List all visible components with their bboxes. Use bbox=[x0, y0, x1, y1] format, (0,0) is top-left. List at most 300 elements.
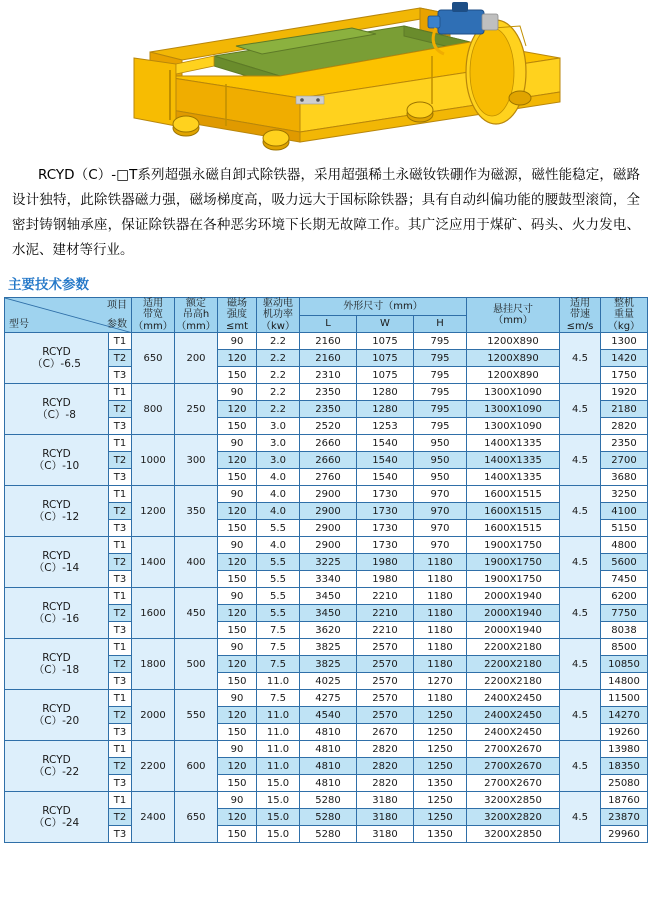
cell-field-strength: 150 bbox=[218, 571, 257, 588]
cell-variant: T2 bbox=[109, 656, 132, 673]
cell-field-strength: 90 bbox=[218, 639, 257, 656]
motor-power-line2: 机功率 bbox=[263, 309, 293, 321]
belt-width-line2: 带宽 bbox=[143, 309, 163, 321]
table-row bbox=[5, 486, 648, 503]
cell-dim-W: 3180 bbox=[357, 792, 414, 809]
cell-dim-H: 795 bbox=[414, 333, 467, 350]
cell-dim-W: 2570 bbox=[357, 690, 414, 707]
cell-dim-W: 2210 bbox=[357, 588, 414, 605]
cell-weight: 5600 bbox=[601, 554, 648, 571]
cell-dim-H: 1180 bbox=[414, 571, 467, 588]
cell-dim-L: 3450 bbox=[300, 605, 357, 622]
cell-dim-W: 3180 bbox=[357, 826, 414, 843]
cell-belt-speed: 4.5 bbox=[560, 435, 601, 486]
cell-dim-W: 2570 bbox=[357, 639, 414, 656]
cell-dim-H: 1350 bbox=[414, 826, 467, 843]
cell-dim-L: 2660 bbox=[300, 452, 357, 469]
belt-speed-line2: 带速 bbox=[570, 309, 590, 321]
cell-model bbox=[5, 690, 109, 741]
cell-rated-height: 350 bbox=[175, 486, 218, 537]
model-line1: RCYD bbox=[42, 601, 71, 614]
cell-hanging-size: 1900X1750 bbox=[467, 571, 560, 588]
cell-belt-width: 2200 bbox=[132, 741, 175, 792]
header-motor-power bbox=[257, 297, 300, 333]
cell-dim-W: 1253 bbox=[357, 418, 414, 435]
cell-hanging-size: 2400X2450 bbox=[467, 690, 560, 707]
cell-belt-speed: 4.5 bbox=[560, 384, 601, 435]
cell-model bbox=[5, 435, 109, 486]
cell-belt-speed: 4.5 bbox=[560, 537, 601, 588]
cell-hanging-size: 2200X2180 bbox=[467, 639, 560, 656]
model-line2: （C）-10 bbox=[33, 460, 80, 473]
corner-label-param: 参数 bbox=[107, 318, 127, 330]
cell-hanging-size: 2200X2180 bbox=[467, 656, 560, 673]
header-dim-L: L bbox=[300, 315, 357, 333]
cell-field-strength: 120 bbox=[218, 605, 257, 622]
cell-field-strength: 90 bbox=[218, 690, 257, 707]
cell-weight: 3250 bbox=[601, 486, 648, 503]
cell-field-strength: 120 bbox=[218, 554, 257, 571]
cell-dim-H: 1250 bbox=[414, 724, 467, 741]
cell-belt-width: 1600 bbox=[132, 588, 175, 639]
belt-width-line1: 适用 bbox=[143, 297, 163, 309]
cell-dim-H: 1180 bbox=[414, 690, 467, 707]
model-line1: RCYD bbox=[42, 397, 71, 410]
cell-field-strength: 150 bbox=[218, 826, 257, 843]
cell-variant: T1 bbox=[109, 588, 132, 605]
cell-rated-height: 500 bbox=[175, 639, 218, 690]
cell-dim-W: 1540 bbox=[357, 469, 414, 486]
cell-hanging-size: 1400X1335 bbox=[467, 452, 560, 469]
cell-variant: T1 bbox=[109, 333, 132, 350]
model-line1: RCYD bbox=[42, 805, 71, 818]
cell-dim-W: 2820 bbox=[357, 741, 414, 758]
cell-weight: 7750 bbox=[601, 605, 648, 622]
header-belt-width bbox=[132, 297, 175, 333]
cell-motor-power: 4.0 bbox=[257, 486, 300, 503]
cell-hanging-size: 2000X1940 bbox=[467, 605, 560, 622]
cell-weight: 8038 bbox=[601, 622, 648, 639]
model-line1: RCYD bbox=[42, 550, 71, 563]
cell-motor-power: 3.0 bbox=[257, 435, 300, 452]
cell-model bbox=[5, 333, 109, 384]
table-header bbox=[5, 297, 648, 333]
cell-motor-power: 15.0 bbox=[257, 775, 300, 792]
cell-motor-power: 2.2 bbox=[257, 350, 300, 367]
cell-hanging-size: 3200X2850 bbox=[467, 792, 560, 809]
header-dim-W: W bbox=[357, 315, 414, 333]
cell-motor-power: 7.5 bbox=[257, 639, 300, 656]
cell-motor-power: 2.2 bbox=[257, 401, 300, 418]
cell-weight: 7450 bbox=[601, 571, 648, 588]
cell-dim-H: 1250 bbox=[414, 707, 467, 724]
cell-field-strength: 120 bbox=[218, 758, 257, 775]
header-hanging-size bbox=[467, 297, 560, 333]
cell-field-strength: 90 bbox=[218, 741, 257, 758]
cell-weight: 18760 bbox=[601, 792, 648, 809]
cell-field-strength: 120 bbox=[218, 503, 257, 520]
cell-dim-W: 1075 bbox=[357, 367, 414, 384]
cell-hanging-size: 1200X890 bbox=[467, 350, 560, 367]
table-row bbox=[5, 384, 648, 401]
cell-dim-W: 1980 bbox=[357, 571, 414, 588]
cell-model bbox=[5, 486, 109, 537]
cell-hanging-size: 1600X1515 bbox=[467, 486, 560, 503]
cell-hanging-size: 1900X1750 bbox=[467, 554, 560, 571]
cell-variant: T2 bbox=[109, 401, 132, 418]
table-row bbox=[5, 639, 648, 656]
cell-belt-width: 650 bbox=[132, 333, 175, 384]
cell-dim-H: 970 bbox=[414, 537, 467, 554]
cell-dim-W: 1075 bbox=[357, 350, 414, 367]
cell-motor-power: 11.0 bbox=[257, 741, 300, 758]
header-corner bbox=[5, 297, 132, 333]
cell-weight: 14270 bbox=[601, 707, 648, 724]
corner-label-item: 项目 bbox=[107, 299, 127, 311]
cell-variant: T3 bbox=[109, 520, 132, 537]
cell-dim-W: 1075 bbox=[357, 333, 414, 350]
cell-hanging-size: 1200X890 bbox=[467, 367, 560, 384]
cell-variant: T2 bbox=[109, 350, 132, 367]
cell-motor-power: 7.5 bbox=[257, 622, 300, 639]
cell-hanging-size: 2700X2670 bbox=[467, 741, 560, 758]
cell-dim-W: 1730 bbox=[357, 537, 414, 554]
cell-dim-W: 2570 bbox=[357, 656, 414, 673]
cell-motor-power: 4.0 bbox=[257, 503, 300, 520]
intro-paragraph bbox=[12, 163, 640, 263]
cell-hanging-size: 1300X1090 bbox=[467, 418, 560, 435]
belt-speed-line1: 适用 bbox=[570, 297, 590, 309]
cell-variant: T3 bbox=[109, 724, 132, 741]
cell-motor-power: 11.0 bbox=[257, 724, 300, 741]
cell-dim-H: 1180 bbox=[414, 622, 467, 639]
cell-belt-speed: 4.5 bbox=[560, 741, 601, 792]
cell-motor-power: 11.0 bbox=[257, 758, 300, 775]
cell-variant: T2 bbox=[109, 503, 132, 520]
model-line1: RCYD bbox=[42, 754, 71, 767]
cell-hanging-size: 2400X2450 bbox=[467, 724, 560, 741]
cell-dim-H: 1270 bbox=[414, 673, 467, 690]
cell-hanging-size: 2700X2670 bbox=[467, 758, 560, 775]
cell-field-strength: 150 bbox=[218, 775, 257, 792]
model-line2: （C）-14 bbox=[33, 562, 80, 575]
cell-field-strength: 150 bbox=[218, 724, 257, 741]
cell-dim-W: 2820 bbox=[357, 758, 414, 775]
header-weight bbox=[601, 297, 648, 333]
cell-belt-speed: 4.5 bbox=[560, 486, 601, 537]
motor-power-line1: 驱动电 bbox=[263, 297, 293, 309]
cell-belt-width: 1200 bbox=[132, 486, 175, 537]
cell-hanging-size: 2000X1940 bbox=[467, 588, 560, 605]
cell-variant: T3 bbox=[109, 826, 132, 843]
cell-weight: 3680 bbox=[601, 469, 648, 486]
cell-dim-L: 4810 bbox=[300, 775, 357, 792]
cell-dim-L: 4810 bbox=[300, 724, 357, 741]
cell-field-strength: 90 bbox=[218, 588, 257, 605]
cell-dim-W: 1540 bbox=[357, 452, 414, 469]
cell-dim-L: 4810 bbox=[300, 758, 357, 775]
cell-motor-power: 7.5 bbox=[257, 690, 300, 707]
cell-field-strength: 90 bbox=[218, 486, 257, 503]
cell-weight: 14800 bbox=[601, 673, 648, 690]
cell-dim-L: 3225 bbox=[300, 554, 357, 571]
cell-rated-height: 600 bbox=[175, 741, 218, 792]
cell-field-strength: 150 bbox=[218, 673, 257, 690]
cell-dim-L: 3620 bbox=[300, 622, 357, 639]
cell-dim-L: 5280 bbox=[300, 792, 357, 809]
model-line2: （C）-16 bbox=[33, 613, 80, 626]
cell-dim-W: 1730 bbox=[357, 486, 414, 503]
cell-motor-power: 5.5 bbox=[257, 520, 300, 537]
cell-dim-W: 1730 bbox=[357, 503, 414, 520]
cell-dim-H: 1250 bbox=[414, 792, 467, 809]
cell-hanging-size: 1900X1750 bbox=[467, 537, 560, 554]
cell-weight: 1750 bbox=[601, 367, 648, 384]
cell-variant: T3 bbox=[109, 367, 132, 384]
cell-weight: 10850 bbox=[601, 656, 648, 673]
intro-text: RCYD（C）-□T系列超强永磁自卸式除铁器，采用超强稀土永磁钕铁硼作为磁源，磁性能稳定，磁路设计独特，此除铁器磁力强，磁场梯度高，吸力远大于国标除铁器；具有自动纠偏功能的腰鼓型滚筒，全密封铸钢轴承座，保证除铁器在各种恶劣环境下长期无故障工作。其广泛应用于煤矿、码头、火力发电、水泥、建材等行业。 bbox=[12, 167, 640, 258]
cell-motor-power: 7.5 bbox=[257, 656, 300, 673]
header-rated-height bbox=[175, 297, 218, 333]
cell-dim-L: 2520 bbox=[300, 418, 357, 435]
cell-motor-power: 5.5 bbox=[257, 554, 300, 571]
cell-belt-speed: 4.5 bbox=[560, 690, 601, 741]
model-line1: RCYD bbox=[42, 499, 71, 512]
cell-hanging-size: 1200X890 bbox=[467, 333, 560, 350]
header-dimensions: 外形尺寸（mm） bbox=[300, 297, 467, 315]
cell-rated-height: 400 bbox=[175, 537, 218, 588]
cell-dim-H: 950 bbox=[414, 435, 467, 452]
belt-width-line3: （mm） bbox=[133, 320, 173, 332]
cell-field-strength: 120 bbox=[218, 401, 257, 418]
cell-field-strength: 120 bbox=[218, 452, 257, 469]
cell-variant: T1 bbox=[109, 639, 132, 656]
cell-dim-W: 2670 bbox=[357, 724, 414, 741]
cell-belt-width: 1000 bbox=[132, 435, 175, 486]
cell-variant: T2 bbox=[109, 452, 132, 469]
cell-variant: T1 bbox=[109, 792, 132, 809]
cell-dim-H: 950 bbox=[414, 469, 467, 486]
product-illustration bbox=[0, 0, 652, 155]
cell-weight: 1420 bbox=[601, 350, 648, 367]
cell-dim-H: 950 bbox=[414, 452, 467, 469]
rated-height-line1: 额定 bbox=[186, 297, 206, 309]
hanging-line1: 悬挂尺寸 bbox=[493, 303, 533, 315]
rated-height-line2: 吊高h bbox=[182, 309, 210, 321]
cell-model bbox=[5, 537, 109, 588]
cell-belt-width: 1800 bbox=[132, 639, 175, 690]
cell-dim-H: 970 bbox=[414, 520, 467, 537]
cell-dim-L: 3825 bbox=[300, 639, 357, 656]
cell-field-strength: 120 bbox=[218, 350, 257, 367]
cell-field-strength: 120 bbox=[218, 809, 257, 826]
cell-variant: T1 bbox=[109, 741, 132, 758]
section-title: 主要技术参数 bbox=[8, 276, 89, 293]
cell-variant: T2 bbox=[109, 605, 132, 622]
cell-dim-L: 2350 bbox=[300, 401, 357, 418]
cell-variant: T2 bbox=[109, 707, 132, 724]
cell-model bbox=[5, 588, 109, 639]
table-row bbox=[5, 333, 648, 350]
cell-dim-W: 2570 bbox=[357, 673, 414, 690]
cell-field-strength: 150 bbox=[218, 622, 257, 639]
cell-weight: 2700 bbox=[601, 452, 648, 469]
cell-dim-W: 2820 bbox=[357, 775, 414, 792]
cell-dim-W: 1540 bbox=[357, 435, 414, 452]
model-line2: （C）-18 bbox=[33, 664, 80, 677]
cell-dim-H: 795 bbox=[414, 350, 467, 367]
cell-dim-L: 3340 bbox=[300, 571, 357, 588]
cell-rated-height: 550 bbox=[175, 690, 218, 741]
belt-speed-line3: ≤m/s bbox=[566, 320, 594, 332]
cell-motor-power: 11.0 bbox=[257, 673, 300, 690]
cell-dim-L: 4540 bbox=[300, 707, 357, 724]
cell-variant: T2 bbox=[109, 758, 132, 775]
cell-hanging-size: 1400X1335 bbox=[467, 469, 560, 486]
cell-field-strength: 150 bbox=[218, 469, 257, 486]
cell-dim-H: 1250 bbox=[414, 741, 467, 758]
cell-variant: T1 bbox=[109, 384, 132, 401]
cell-weight: 18350 bbox=[601, 758, 648, 775]
weight-line3: （kg） bbox=[607, 320, 641, 332]
cell-motor-power: 15.0 bbox=[257, 826, 300, 843]
cell-hanging-size: 1300X1090 bbox=[467, 384, 560, 401]
table-row bbox=[5, 435, 648, 452]
cell-field-strength: 120 bbox=[218, 656, 257, 673]
cell-dim-H: 1180 bbox=[414, 639, 467, 656]
cell-belt-width: 1400 bbox=[132, 537, 175, 588]
cell-dim-W: 2210 bbox=[357, 605, 414, 622]
cell-field-strength: 150 bbox=[218, 367, 257, 384]
header-dim-H: H bbox=[414, 315, 467, 333]
cell-dim-W: 3180 bbox=[357, 809, 414, 826]
cell-dim-H: 1250 bbox=[414, 758, 467, 775]
cell-dim-W: 1730 bbox=[357, 520, 414, 537]
cell-rated-height: 250 bbox=[175, 384, 218, 435]
model-line2: （C）-12 bbox=[33, 511, 80, 524]
model-line2: （C）-22 bbox=[33, 766, 80, 779]
cell-dim-W: 1980 bbox=[357, 554, 414, 571]
cell-field-strength: 90 bbox=[218, 384, 257, 401]
cell-dim-L: 2160 bbox=[300, 350, 357, 367]
cell-dim-L: 2760 bbox=[300, 469, 357, 486]
header-belt-speed bbox=[560, 297, 601, 333]
cell-motor-power: 5.5 bbox=[257, 571, 300, 588]
cell-field-strength: 150 bbox=[218, 418, 257, 435]
cell-variant: T2 bbox=[109, 554, 132, 571]
cell-model bbox=[5, 741, 109, 792]
cell-dim-L: 4275 bbox=[300, 690, 357, 707]
cell-dim-L: 2160 bbox=[300, 333, 357, 350]
header-row bbox=[5, 297, 648, 315]
cell-motor-power: 4.0 bbox=[257, 469, 300, 486]
cell-variant: T2 bbox=[109, 809, 132, 826]
cell-dim-H: 795 bbox=[414, 367, 467, 384]
table-row bbox=[5, 588, 648, 605]
cell-dim-L: 3450 bbox=[300, 588, 357, 605]
cell-hanging-size: 2200X2180 bbox=[467, 673, 560, 690]
cell-motor-power: 3.0 bbox=[257, 418, 300, 435]
model-line1: RCYD bbox=[42, 346, 71, 359]
cell-dim-L: 5280 bbox=[300, 809, 357, 826]
cell-dim-H: 1180 bbox=[414, 656, 467, 673]
cell-dim-L: 2900 bbox=[300, 503, 357, 520]
cell-dim-L: 3825 bbox=[300, 656, 357, 673]
cell-belt-speed: 4.5 bbox=[560, 792, 601, 843]
cell-variant: T3 bbox=[109, 469, 132, 486]
cell-field-strength: 90 bbox=[218, 333, 257, 350]
field-strength-line2: 强度 bbox=[227, 309, 247, 321]
cell-weight: 23870 bbox=[601, 809, 648, 826]
table-row bbox=[5, 537, 648, 554]
cell-belt-speed: 4.5 bbox=[560, 639, 601, 690]
cell-dim-L: 2350 bbox=[300, 384, 357, 401]
cell-weight: 2180 bbox=[601, 401, 648, 418]
cell-field-strength: 90 bbox=[218, 537, 257, 554]
cell-field-strength: 90 bbox=[218, 435, 257, 452]
cell-weight: 1300 bbox=[601, 333, 648, 350]
weight-line1: 整机 bbox=[614, 297, 634, 309]
cell-dim-L: 4025 bbox=[300, 673, 357, 690]
cell-dim-L: 4810 bbox=[300, 741, 357, 758]
cell-motor-power: 2.2 bbox=[257, 333, 300, 350]
cell-dim-H: 1250 bbox=[414, 809, 467, 826]
cell-dim-L: 2660 bbox=[300, 435, 357, 452]
cell-weight: 4100 bbox=[601, 503, 648, 520]
cell-rated-height: 450 bbox=[175, 588, 218, 639]
cell-variant: T1 bbox=[109, 537, 132, 554]
cell-weight: 8500 bbox=[601, 639, 648, 656]
cell-variant: T1 bbox=[109, 690, 132, 707]
cell-motor-power: 3.0 bbox=[257, 452, 300, 469]
cell-variant: T3 bbox=[109, 673, 132, 690]
cell-weight: 6200 bbox=[601, 588, 648, 605]
cell-hanging-size: 2000X1940 bbox=[467, 622, 560, 639]
cell-dim-H: 970 bbox=[414, 486, 467, 503]
cell-dim-W: 2210 bbox=[357, 622, 414, 639]
cell-hanging-size: 1600X1515 bbox=[467, 520, 560, 537]
motor-power-line3: （kw） bbox=[261, 320, 295, 332]
cell-dim-W: 1280 bbox=[357, 401, 414, 418]
cell-motor-power: 5.5 bbox=[257, 588, 300, 605]
cell-dim-H: 970 bbox=[414, 503, 467, 520]
rated-height-line3: （mm） bbox=[176, 320, 216, 332]
cell-field-strength: 150 bbox=[218, 520, 257, 537]
field-strength-line1: 磁场 bbox=[227, 297, 247, 309]
cell-dim-L: 5280 bbox=[300, 826, 357, 843]
cell-weight: 19260 bbox=[601, 724, 648, 741]
cell-weight: 5150 bbox=[601, 520, 648, 537]
model-line2: （C）-20 bbox=[33, 715, 80, 728]
cell-motor-power: 2.2 bbox=[257, 367, 300, 384]
hanging-line2: （mm） bbox=[493, 315, 533, 327]
cell-belt-width: 800 bbox=[132, 384, 175, 435]
cell-dim-L: 2900 bbox=[300, 486, 357, 503]
cell-motor-power: 11.0 bbox=[257, 707, 300, 724]
model-line1: RCYD bbox=[42, 652, 71, 665]
cell-field-strength: 90 bbox=[218, 792, 257, 809]
table-body bbox=[5, 333, 648, 843]
cell-field-strength: 120 bbox=[218, 707, 257, 724]
table-row bbox=[5, 792, 648, 809]
cell-weight: 29960 bbox=[601, 826, 648, 843]
cell-hanging-size: 2700X2670 bbox=[467, 775, 560, 792]
corner-label-model: 型号 bbox=[9, 318, 29, 330]
table-row bbox=[5, 741, 648, 758]
cell-variant: T3 bbox=[109, 622, 132, 639]
cell-dim-L: 2310 bbox=[300, 367, 357, 384]
cell-weight: 11500 bbox=[601, 690, 648, 707]
